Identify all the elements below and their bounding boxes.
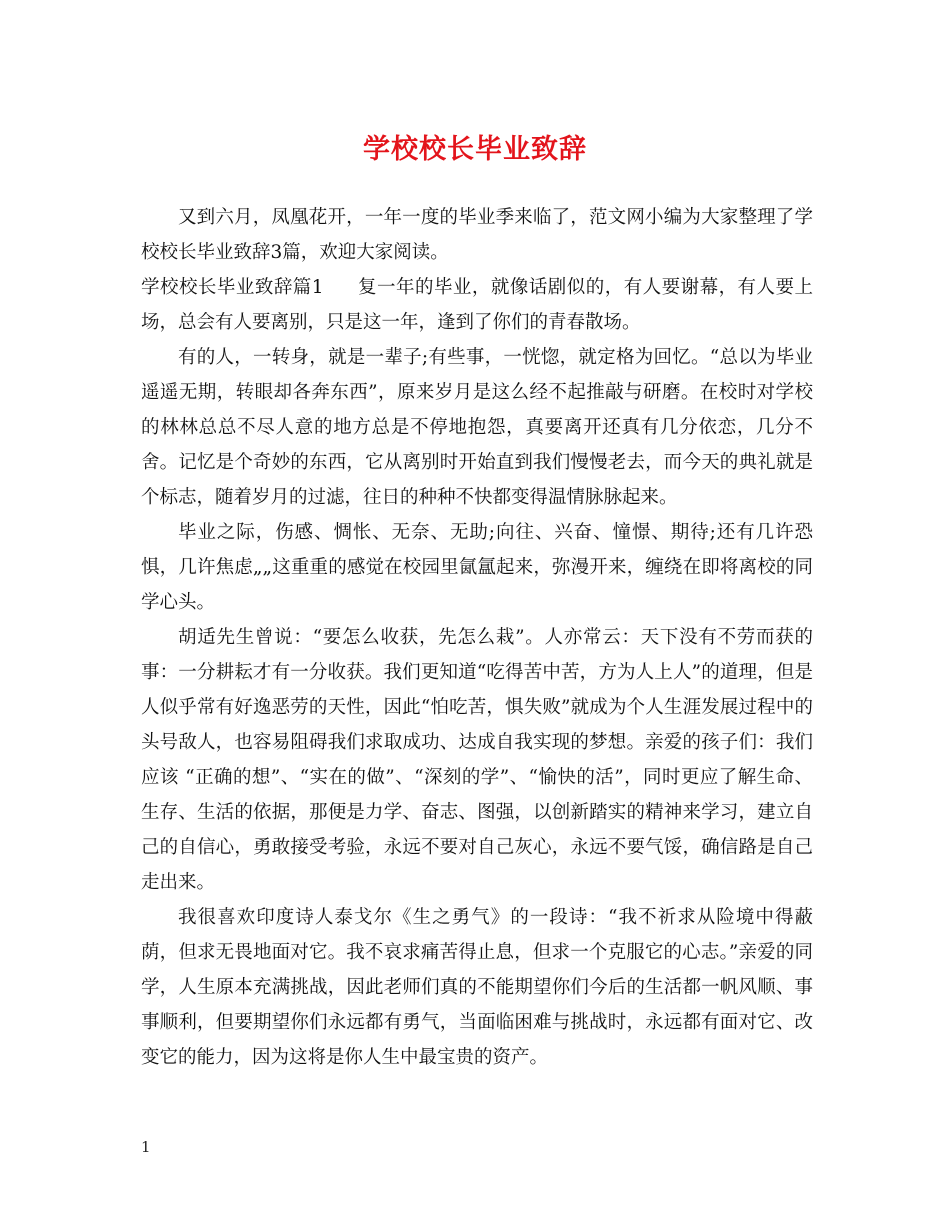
body-paragraph: 有的人，一转身，就是一辈子;有些事，一恍惚，就定格为回忆。“总以为毕业遥遥无期，转眼却各奔东西”，原来岁月是这么经不起推敲与研磨。在校时对学校的林林总总不尽人意的地方总是不停地抱怨，真要离开还真有几分依恋，几分不舍。记忆是个奇妙的东西，它从离别时开始直到我们慢慢老去，而今天的典礼就是个标志，随着岁月的过滤，往日的种种不快都变得温情脉脉起来。 (141, 347, 813, 508)
section-first-text: 复一年的毕业，就像话剧似的，有人要谢幕，有人要上场，总会有人要离别，只是这一年，逢到了你们的青春散场。 (141, 277, 813, 333)
body-paragraph: 毕业之际，伤感、惆怅、无奈、无助;向往、兴奋、憧憬、期待;还有几许恐惧，几许焦虑„„这重重的感觉在校园里氤氲起来，弥漫开来，缠绕在即将离校的同学心头。 (141, 522, 813, 613)
body-paragraph: 胡适先生曾说：“要怎么收获，先怎么栽”。人亦常云：天下没有不劳而获的事：一分耕耘才有一分收获。我们更知道“吃得苦中苦，方为人上人”的道理，但是人似乎常有好逸恶劳的天性，因此“怕吃苦，惧失败”就成为个人生涯发展过程中的头号敌人，也容易阻碍我们求取成功、达成自我实现的梦想。亲爱的孩子们：我们应该 “正确的想”、“实在的做”、“深刻的学”、“愉快的活”，同时更应了解生命、生存、生活的依据，那便是力学、奋志、图强，以创新踏实的精神来学习，建立自己的自信心，勇敢接受考验，永远不要对自己灰心，永远不要气馁，确信路是自己走出来。 (141, 627, 813, 893)
section-heading: 学校校长毕业致辞篇1 (141, 277, 324, 298)
intro-paragraph: 又到六月，凤凰花开，一年一度的毕业季来临了，范文网小编为大家整理了学校校长毕业致辞3篇，欢迎大家阅读。 (141, 207, 813, 263)
body-paragraph: 我很喜欢印度诗人泰戈尔《生之勇气》的一段诗：“我不祈求从险境中得蔽荫，但求无畏地面对它。我不哀求痛苦得止息，但求一个克服它的心志。”亲爱的同学，人生原本充满挑战，因此老师们真的不能期望你们今后的生活都一帆风顺、事事顺利，但要期望你们永远都有勇气，当面临困难与挑战时，永远都有面对它、改变它的能力，因为这将是你人生中最宝贵的资产。 (141, 907, 813, 1068)
page-number: 1 (141, 1138, 151, 1156)
section-paragraph (141, 270, 813, 340)
document-body (141, 200, 813, 1075)
document-title: 学校校长毕业致辞 (363, 134, 587, 165)
